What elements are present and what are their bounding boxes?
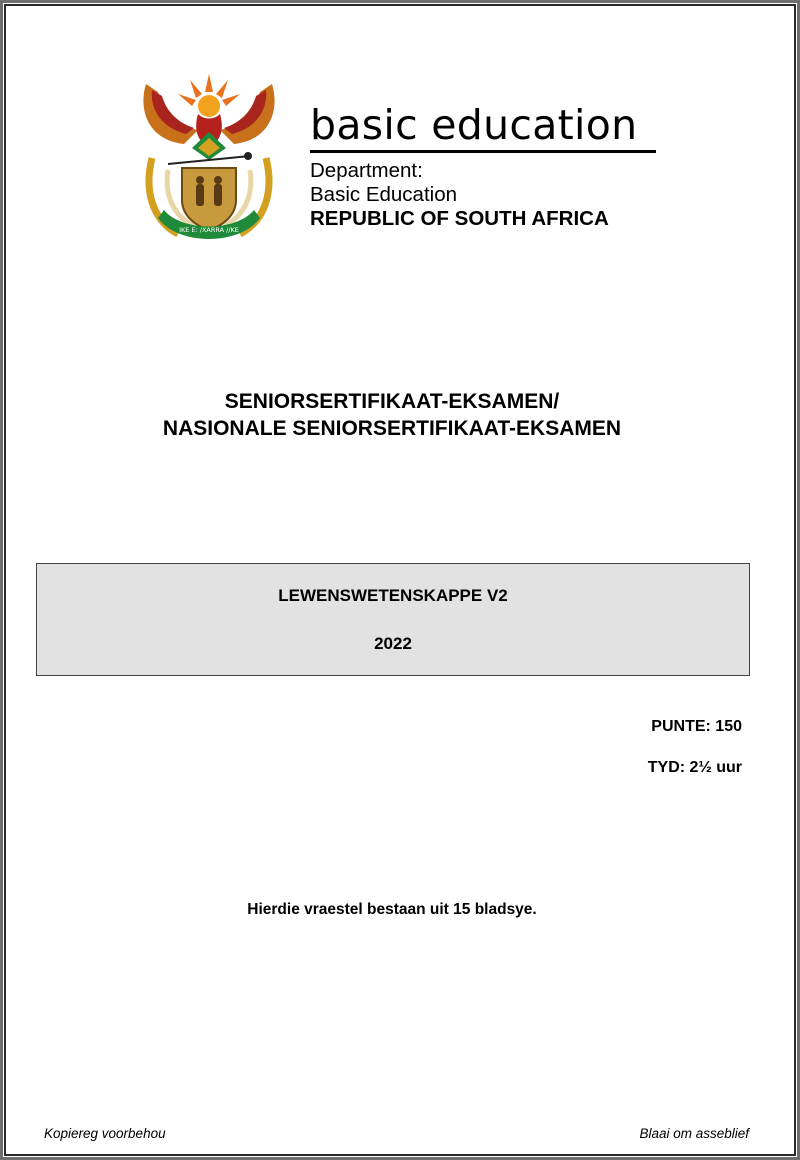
brand-divider [310,150,656,153]
exam-year: 2022 [374,634,412,653]
coat-of-arms-icon [138,70,280,242]
exam-heading-line2: NASIONALE SENIORSERTIFIKAAT-EKSAMEN [162,417,622,440]
exam-heading [0,388,784,442]
exam-duration: TYD: 2½ uur [647,759,742,776]
page-count-note: Hierdie vraestel bestaan uit 15 bladsye. [247,901,537,918]
total-marks: PUNTE: 150 [651,718,742,735]
copyright-note: Kopiereg voorbehou [44,1126,166,1141]
department-label: Department: [310,159,423,182]
subject-box [36,563,750,676]
department-brand [310,100,660,231]
exam-heading-line1: SENIORSERTIFIKAAT-EKSAMEN/ [224,390,560,413]
country-name: REPUBLIC OF SOUTH AFRICA [310,207,609,230]
brand-title: basic education [310,101,638,149]
turn-over-note: Blaai om asseblief [639,1126,749,1141]
subject-name: LEWENSWETENSKAPPE V2 [278,586,508,605]
crest-motto: IKE E: /XARRA //KE [179,226,239,234]
department-name: Basic Education [310,183,458,206]
